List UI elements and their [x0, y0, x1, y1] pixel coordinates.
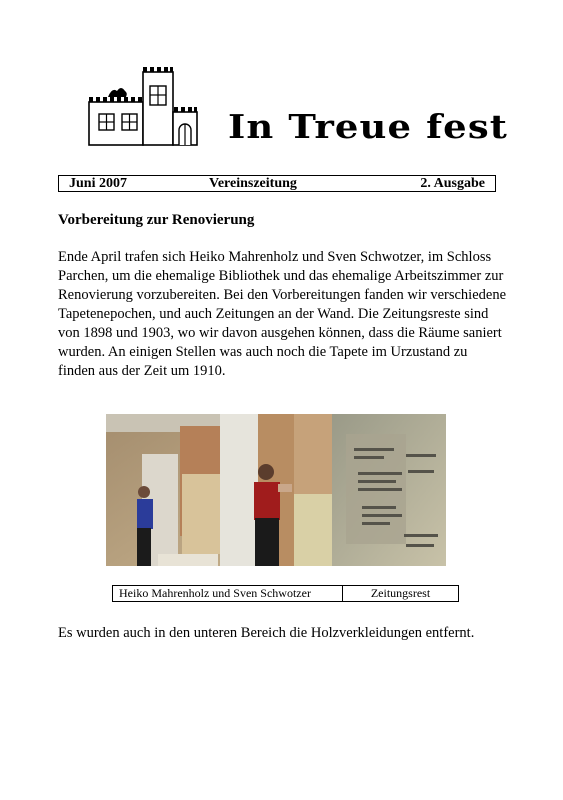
photo-workers: [106, 414, 332, 566]
caption-newspaper: Zeitungsrest: [370, 586, 431, 600]
article-paragraph-2: Es wurden auch in den unteren Bereich die Holzverkleidungen entfernt.: [58, 625, 475, 641]
publication-type: Vereinszeitung: [209, 176, 297, 191]
article-paragraph-1: Ende April trafen sich Heiko Mahrenholz und Sven Schwotzer, im Schloss Parchen, um die ehemalige Bibliothek und das ehemalige Arbeitszimmer zur Renovierung vorzubereiten. Bei den Vorbereitungen fanden wir verschiedene Tapetenepochen, und auch Zeitungen an der Wand. Die Zeitungsreste sind von 1898 und 1903, wo wir davon ausgehen können, dass die Räume saniert wurden. An einigen Stellen was auch noch die Tapete im Urzustand zu finden aus der Zeit um 1910.: [58, 249, 506, 379]
masthead-title: In Treue fest: [228, 107, 508, 146]
castle-icon: [86, 66, 200, 148]
caption-workers: Heiko Mahrenholz und Sven Schwotzer: [113, 586, 343, 601]
issue-date: Juni 2007: [69, 176, 127, 191]
article-heading: Vorbereitung zur Renovierung: [58, 212, 255, 228]
photo-newspaper-remnant: [332, 414, 446, 566]
photo-captions: [112, 585, 459, 602]
issue-info-bar: [58, 175, 496, 192]
issue-number: 2. Ausgabe: [420, 176, 485, 191]
renovation-photos: [106, 414, 446, 566]
